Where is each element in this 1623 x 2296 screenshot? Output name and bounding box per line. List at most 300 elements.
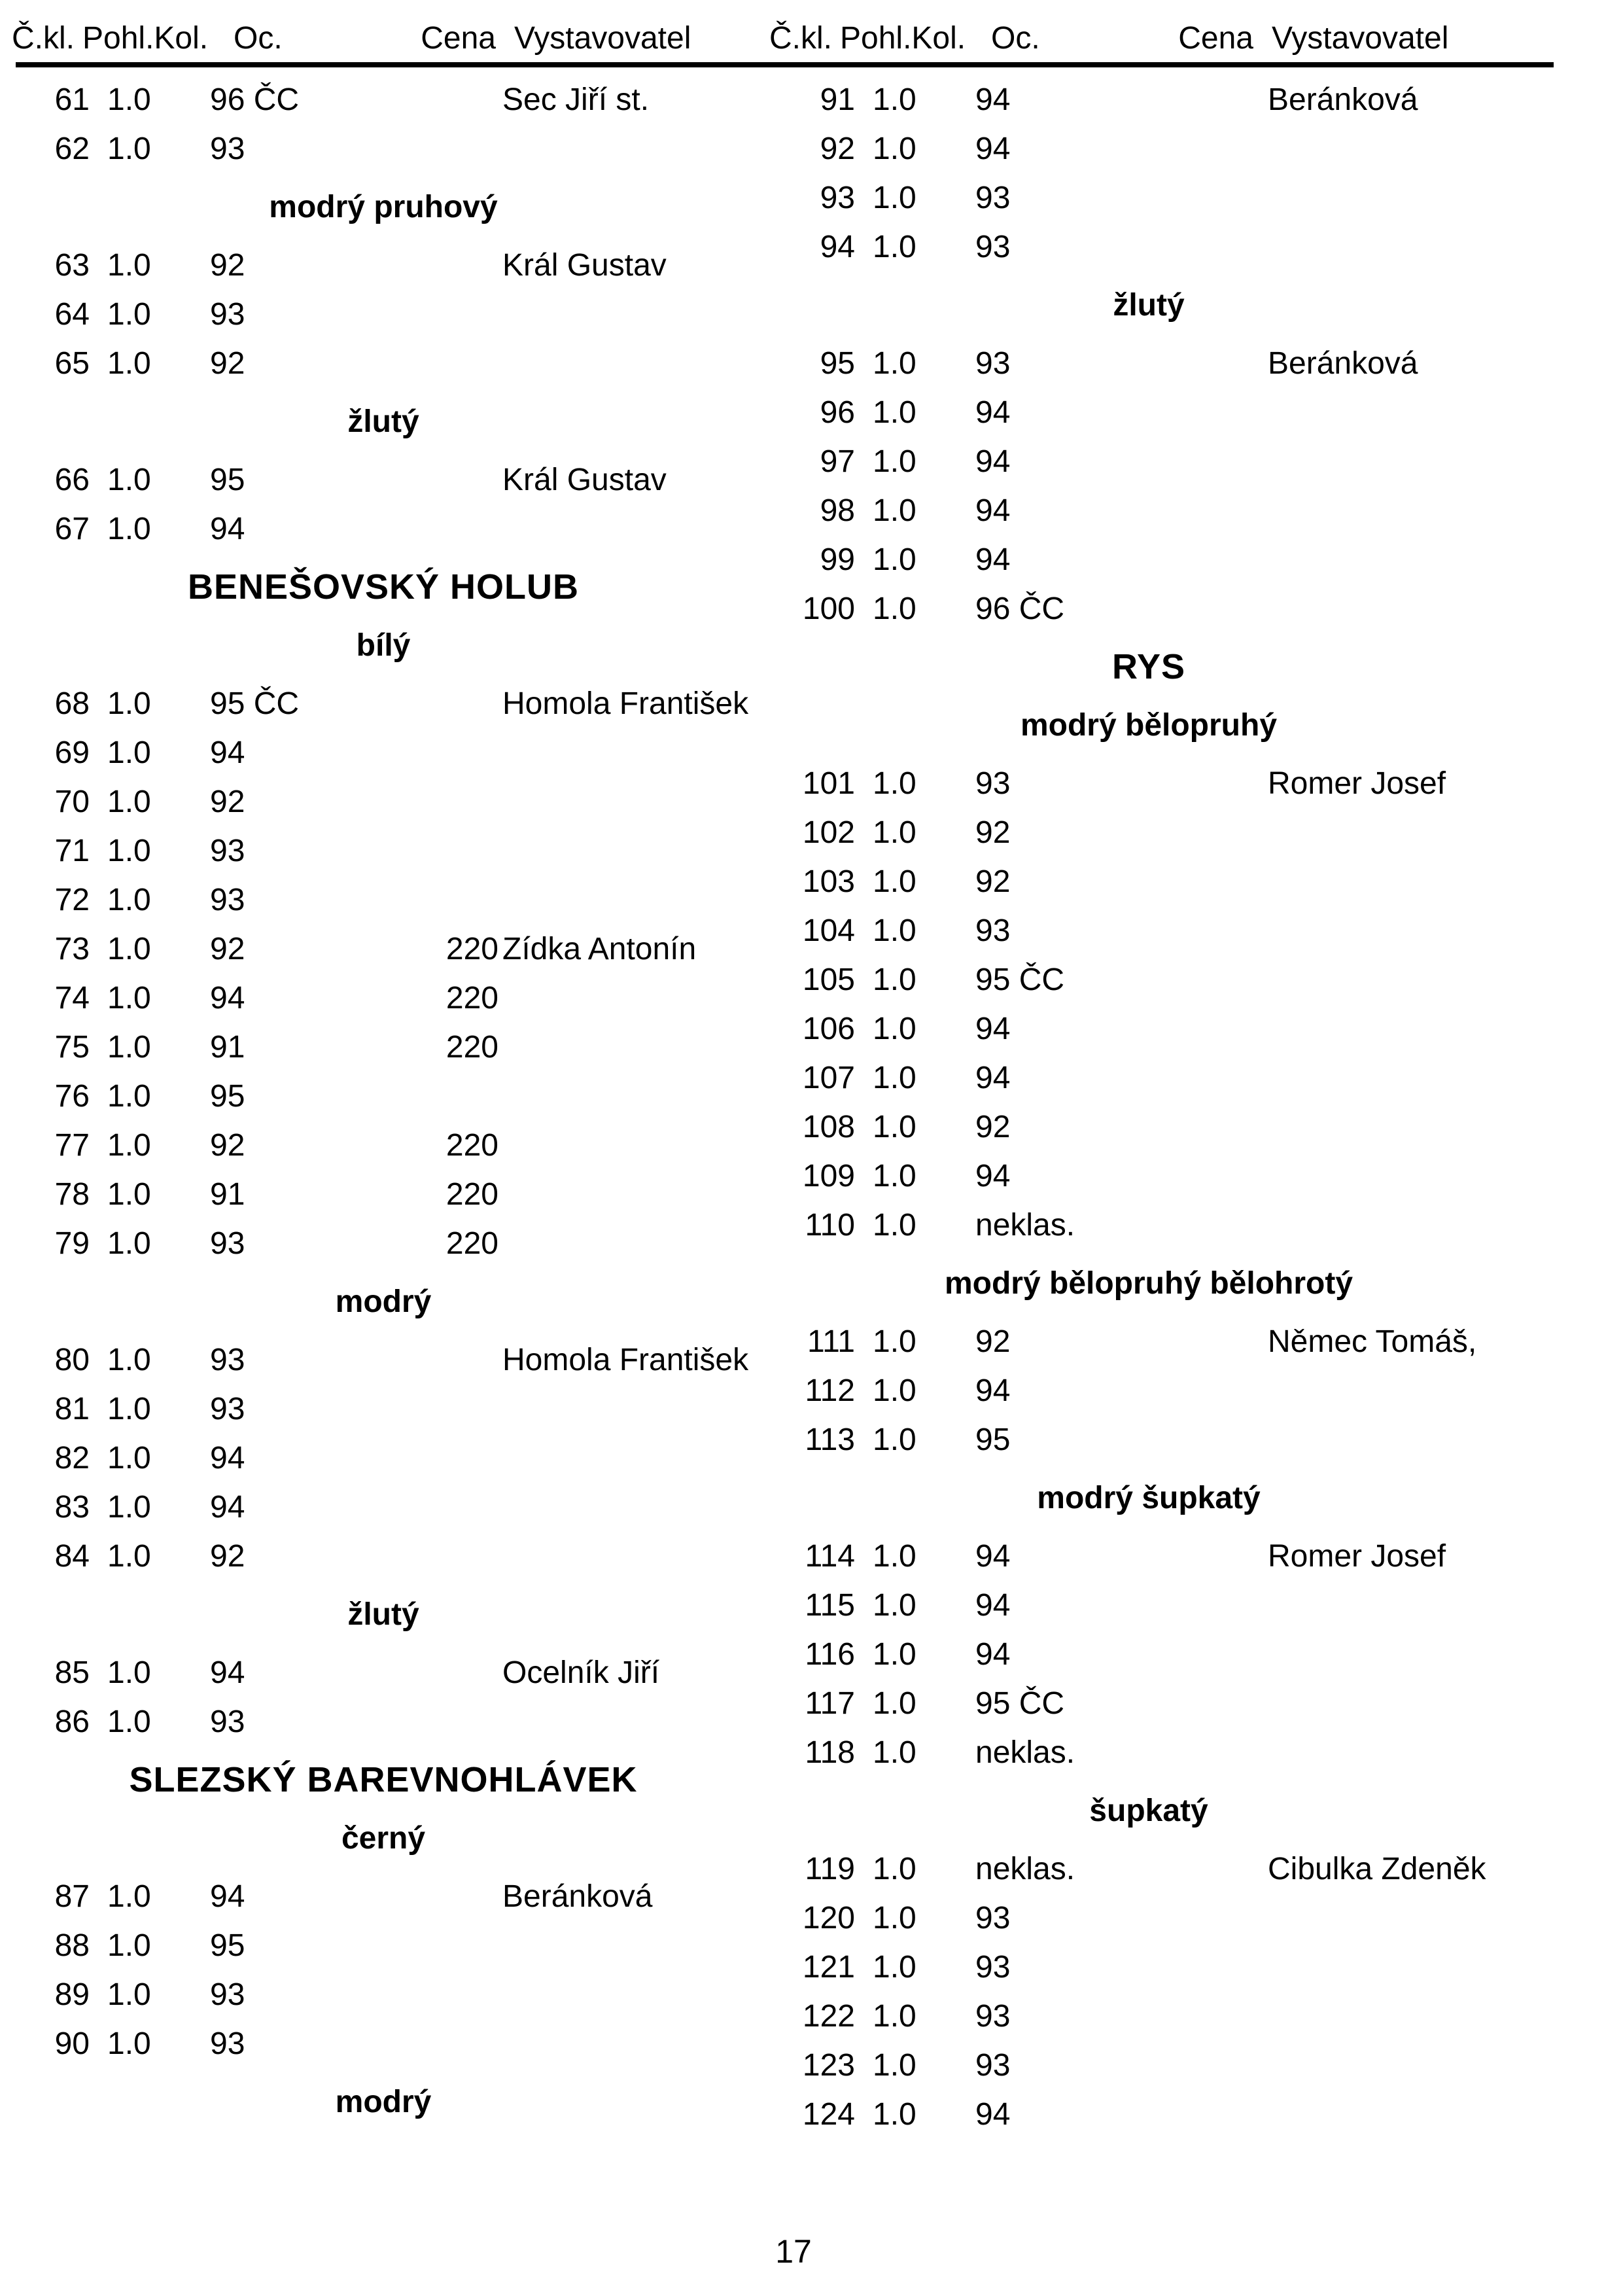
award-value: 92	[210, 1128, 245, 1163]
cage-number: 81	[54, 1392, 90, 1426]
header-rule	[16, 62, 1554, 67]
table-row	[0, 1532, 767, 1581]
cage-number: 123	[802, 2048, 855, 2083]
exhibitor-name: Němec Tomáš,	[1268, 1324, 1477, 1359]
sex-value: 1.0	[107, 1128, 151, 1163]
table-row	[765, 535, 1532, 584]
exhibitor-name: Cibulka Zdeněk	[1268, 1852, 1486, 1886]
cage-number: 63	[54, 248, 90, 283]
cage-number: 68	[54, 686, 90, 721]
sex-value: 1.0	[873, 1901, 916, 1935]
award-value: 94	[210, 981, 245, 1016]
cage-number: 109	[802, 1159, 855, 1193]
table-row	[765, 1152, 1532, 1201]
cage-number: 82	[54, 1441, 90, 1475]
column-header-sex: Pohl.Kol.	[82, 21, 209, 56]
cage-number: 108	[802, 1110, 855, 1144]
cage-number: 83	[54, 1490, 90, 1525]
color-heading: modrý	[335, 2085, 432, 2119]
sex-value: 1.0	[873, 963, 916, 997]
breed-heading: SLEZSKÝ BAREVNOHLÁVEK	[129, 1760, 638, 1799]
price-value: 220	[445, 981, 498, 1016]
exhibitor-name: Beránková	[502, 1879, 653, 1914]
award-value: 94	[975, 1159, 1011, 1193]
sex-value: 1.0	[107, 1079, 151, 1114]
column-header-sex: Pohl.Kol.	[840, 21, 966, 56]
award-value: 93	[975, 2048, 1011, 2083]
award-value: neklas.	[975, 1208, 1075, 1243]
award-value: 95	[210, 1928, 245, 1963]
sex-value: 1.0	[873, 1012, 916, 1046]
exhibitor-name: Sec Jiří st.	[502, 82, 650, 117]
award-value: 95 ČC	[975, 1686, 1065, 1721]
cage-number: 71	[54, 834, 90, 868]
table-row	[0, 875, 767, 925]
cage-number: 111	[807, 1324, 855, 1359]
cage-number: 117	[805, 1686, 855, 1721]
cage-number: 77	[54, 1128, 90, 1163]
breed-heading: RYS	[1111, 647, 1186, 686]
breed-heading: BENEŠOVSKÝ HOLUB	[187, 567, 580, 607]
sex-value: 1.0	[107, 1704, 151, 1739]
award-value: 94	[975, 132, 1011, 166]
cage-number: 96	[820, 395, 855, 430]
sex-value: 1.0	[873, 1373, 916, 1408]
sex-value: 1.0	[107, 512, 151, 546]
column-header-exhibitor: Vystavovatel	[514, 21, 691, 56]
award-value: 92	[975, 1324, 1011, 1359]
color-heading: modrý pruhový	[269, 190, 498, 224]
exhibitor-name: Beránková	[1268, 82, 1418, 117]
exhibitor-name: Romer Josef	[1268, 766, 1446, 801]
sex-value: 1.0	[873, 1422, 916, 1457]
award-value: 94	[975, 82, 1011, 117]
table-row	[765, 2090, 1532, 2139]
table-row	[765, 1103, 1532, 1152]
sex-value: 1.0	[873, 1637, 916, 1672]
cage-number: 86	[54, 1704, 90, 1739]
award-value: neklas.	[975, 1735, 1075, 1770]
award-value: 94	[975, 1012, 1011, 1046]
exhibitor-name: Beránková	[1268, 346, 1418, 381]
column-header-award: Oc.	[991, 21, 1040, 56]
award-value: 92	[210, 346, 245, 381]
table-row	[0, 1434, 767, 1483]
award-value: 94	[210, 1879, 245, 1914]
cage-number: 113	[805, 1422, 855, 1457]
award-value: 93	[975, 1950, 1011, 1985]
award-value: 94	[210, 1441, 245, 1475]
table-row	[0, 925, 767, 974]
sex-value: 1.0	[107, 1030, 151, 1065]
cage-number: 70	[54, 785, 90, 819]
award-value: 96 ČC	[210, 82, 300, 117]
award-value: 94	[975, 395, 1011, 430]
cage-number: 107	[802, 1061, 855, 1095]
cage-number: 99	[820, 542, 855, 577]
column-header-price: Cena	[1178, 21, 1253, 56]
table-row	[0, 455, 767, 504]
award-value: 94	[210, 735, 245, 770]
sex-value: 1.0	[873, 1735, 916, 1770]
price-value: 220	[445, 1177, 498, 1212]
sex-value: 1.0	[873, 1539, 916, 1574]
sex-value: 1.0	[873, 132, 916, 166]
sex-value: 1.0	[873, 1999, 916, 2034]
award-value: 93	[210, 2026, 245, 2061]
table-row	[0, 1921, 767, 1970]
color-heading: žlutý	[347, 1597, 419, 1632]
cage-number: 84	[54, 1539, 90, 1574]
sex-value: 1.0	[107, 981, 151, 1016]
table-row	[0, 728, 767, 777]
cage-number: 94	[820, 230, 855, 264]
column-header-price: Cena	[421, 21, 496, 56]
cage-number: 122	[802, 1999, 855, 2034]
sex-value: 1.0	[873, 395, 916, 430]
color-heading: černý	[341, 1821, 426, 1856]
color-heading: modrý	[335, 1284, 432, 1319]
award-value: 94	[975, 1061, 1011, 1095]
award-value: 91	[210, 1177, 245, 1212]
cage-number: 104	[802, 913, 855, 948]
table-row	[765, 1201, 1532, 1250]
cage-number: 73	[54, 932, 90, 966]
table-row	[765, 222, 1532, 272]
cage-number: 100	[802, 592, 855, 626]
award-value: 94	[975, 1588, 1011, 1623]
table-row	[765, 1630, 1532, 1679]
sex-value: 1.0	[873, 2048, 916, 2083]
table-row	[765, 1894, 1532, 1943]
award-value: 94	[975, 1637, 1011, 1672]
table-row	[0, 777, 767, 826]
table-row	[0, 504, 767, 554]
sex-value: 1.0	[873, 82, 916, 117]
cage-number: 74	[54, 981, 90, 1016]
column-header-exhibitor: Vystavovatel	[1272, 21, 1449, 56]
award-value: 92	[210, 1539, 245, 1574]
cage-number: 64	[54, 297, 90, 332]
award-value: 92	[975, 1110, 1011, 1144]
sex-value: 1.0	[107, 2026, 151, 2061]
table-row	[765, 584, 1532, 633]
award-value: 95 ČC	[210, 686, 300, 721]
table-row	[765, 2041, 1532, 2090]
exhibitor-name: Homola František	[502, 1343, 749, 1377]
award-value: 94	[975, 542, 1011, 577]
cage-number: 78	[54, 1177, 90, 1212]
sex-value: 1.0	[107, 834, 151, 868]
award-value: 95	[210, 1079, 245, 1114]
cage-number: 112	[805, 1373, 855, 1408]
sex-value: 1.0	[873, 592, 916, 626]
sex-value: 1.0	[873, 346, 916, 381]
sex-value: 1.0	[107, 1879, 151, 1914]
exhibitor-name: Homola František	[502, 686, 749, 721]
sex-value: 1.0	[873, 493, 916, 528]
cage-number: 61	[54, 82, 90, 117]
award-value: neklas.	[975, 1852, 1075, 1886]
sex-value: 1.0	[107, 132, 151, 166]
award-value: 93	[210, 883, 245, 917]
table-row	[765, 759, 1532, 808]
award-value: 95	[975, 1422, 1011, 1457]
exhibitor-name: Ocelník Jiří	[502, 1655, 660, 1690]
sex-value: 1.0	[873, 542, 916, 577]
cage-number: 85	[54, 1655, 90, 1690]
table-row	[765, 1415, 1532, 1464]
sex-value: 1.0	[107, 1928, 151, 1963]
table-row	[0, 1483, 767, 1532]
cage-number: 89	[54, 1977, 90, 2012]
award-value: 93	[975, 1901, 1011, 1935]
catalog-column-right	[765, 75, 1532, 2139]
sex-value: 1.0	[107, 1490, 151, 1525]
award-value: 93	[975, 181, 1011, 215]
price-value: 220	[445, 932, 498, 966]
color-heading: modrý bělopruhý bělohrotý	[944, 1266, 1353, 1301]
table-row	[0, 826, 767, 875]
exhibitor-name: Král Gustav	[502, 248, 667, 283]
table-row	[765, 1992, 1532, 2041]
award-value: 94	[210, 1490, 245, 1525]
cage-number: 79	[54, 1226, 90, 1261]
sex-value: 1.0	[107, 735, 151, 770]
cage-number: 101	[802, 766, 855, 801]
award-value: 95	[210, 463, 245, 497]
sex-value: 1.0	[873, 1950, 916, 1985]
table-row	[0, 1170, 767, 1219]
cage-number: 65	[54, 346, 90, 381]
award-value: 94	[975, 493, 1011, 528]
table-row	[765, 1943, 1532, 1992]
cage-number: 72	[54, 883, 90, 917]
sex-value: 1.0	[107, 883, 151, 917]
award-value: 95 ČC	[975, 963, 1065, 997]
sex-value: 1.0	[873, 1159, 916, 1193]
sex-value: 1.0	[873, 1686, 916, 1721]
sex-value: 1.0	[107, 932, 151, 966]
table-row	[0, 2019, 767, 2068]
cage-number: 110	[805, 1208, 855, 1243]
table-row	[765, 1317, 1532, 1366]
award-value: 94	[210, 512, 245, 546]
award-value: 93	[210, 132, 245, 166]
table-row	[0, 1072, 767, 1121]
cage-number: 114	[805, 1539, 855, 1574]
sex-value: 1.0	[107, 686, 151, 721]
table-row	[765, 1004, 1532, 1053]
cage-number: 87	[54, 1879, 90, 1914]
cage-number: 106	[802, 1012, 855, 1046]
award-value: 94	[975, 1539, 1011, 1574]
table-row	[765, 75, 1532, 124]
sex-value: 1.0	[107, 1177, 151, 1212]
cage-number: 120	[802, 1901, 855, 1935]
table-row	[765, 857, 1532, 906]
award-value: 92	[210, 932, 245, 966]
award-value: 93	[210, 1977, 245, 2012]
award-value: 94	[210, 1655, 245, 1690]
color-heading: žlutý	[1113, 288, 1185, 323]
cage-number: 66	[54, 463, 90, 497]
table-row	[765, 808, 1532, 857]
table-row	[0, 339, 767, 388]
table-row	[0, 1872, 767, 1921]
award-value: 93	[210, 834, 245, 868]
award-value: 93	[975, 346, 1011, 381]
award-value: 93	[975, 913, 1011, 948]
award-value: 93	[975, 230, 1011, 264]
table-row	[0, 75, 767, 124]
column-header-award: Oc.	[234, 21, 283, 56]
sex-value: 1.0	[107, 297, 151, 332]
sex-value: 1.0	[107, 1977, 151, 2012]
cage-number: 97	[820, 444, 855, 479]
table-row	[0, 124, 767, 173]
cage-number: 92	[820, 132, 855, 166]
sex-value: 1.0	[107, 1343, 151, 1377]
cage-number: 118	[805, 1735, 855, 1770]
sex-value: 1.0	[107, 785, 151, 819]
sex-value: 1.0	[107, 1441, 151, 1475]
sex-value: 1.0	[873, 815, 916, 850]
table-row	[0, 679, 767, 728]
table-row	[765, 388, 1532, 437]
price-value: 220	[445, 1226, 498, 1261]
sex-value: 1.0	[873, 1324, 916, 1359]
sex-value: 1.0	[107, 248, 151, 283]
award-value: 91	[210, 1030, 245, 1065]
exhibitor-name: Romer Josef	[1268, 1539, 1446, 1574]
award-value: 96 ČC	[975, 592, 1065, 626]
table-row	[765, 1845, 1532, 1894]
award-value: 92	[210, 785, 245, 819]
column-header-cage: Č.kl.	[769, 21, 832, 56]
table-row	[0, 241, 767, 290]
table-row	[765, 955, 1532, 1004]
cage-number: 62	[54, 132, 90, 166]
award-value: 93	[210, 1704, 245, 1739]
award-value: 93	[975, 766, 1011, 801]
cage-number: 121	[802, 1950, 855, 1985]
table-row	[765, 906, 1532, 955]
award-value: 93	[210, 1226, 245, 1261]
cage-number: 119	[805, 1852, 855, 1886]
cage-number: 93	[820, 181, 855, 215]
table-row	[765, 1532, 1532, 1581]
color-heading: žlutý	[347, 404, 419, 439]
sex-value: 1.0	[107, 1539, 151, 1574]
table-row	[0, 974, 767, 1023]
cage-number: 88	[54, 1928, 90, 1963]
cage-number: 69	[54, 735, 90, 770]
award-value: 92	[975, 815, 1011, 850]
sex-value: 1.0	[873, 1061, 916, 1095]
sex-value: 1.0	[873, 1208, 916, 1243]
sex-value: 1.0	[873, 230, 916, 264]
award-value: 94	[975, 2097, 1011, 2132]
cage-number: 115	[805, 1588, 855, 1623]
table-row	[0, 1121, 767, 1170]
sex-value: 1.0	[107, 1655, 151, 1690]
sex-value: 1.0	[873, 2097, 916, 2132]
table-row	[765, 1053, 1532, 1103]
table-row	[0, 1023, 767, 1072]
sex-value: 1.0	[107, 463, 151, 497]
cage-number: 76	[54, 1079, 90, 1114]
color-heading: modrý šupkatý	[1037, 1481, 1261, 1515]
catalog-column-left	[0, 75, 767, 2136]
sex-value: 1.0	[873, 1110, 916, 1144]
table-row	[0, 1648, 767, 1697]
color-heading: šupkatý	[1089, 1793, 1208, 1828]
cage-number: 95	[820, 346, 855, 381]
award-value: 92	[975, 864, 1011, 899]
cage-number: 91	[820, 82, 855, 117]
price-value: 220	[445, 1030, 498, 1065]
award-value: 94	[975, 444, 1011, 479]
award-value: 93	[210, 297, 245, 332]
table-row	[765, 339, 1532, 388]
cage-number: 124	[802, 2097, 855, 2132]
table-row	[0, 290, 767, 339]
cage-number: 98	[820, 493, 855, 528]
page-number: 17	[775, 2233, 812, 2270]
cage-number: 80	[54, 1343, 90, 1377]
sex-value: 1.0	[107, 1226, 151, 1261]
table-row	[765, 173, 1532, 222]
table-row	[765, 1728, 1532, 1777]
award-value: 93	[210, 1392, 245, 1426]
sex-value: 1.0	[107, 346, 151, 381]
color-heading: bílý	[356, 628, 411, 663]
color-heading: modrý bělopruhý	[1020, 708, 1278, 743]
table-row	[0, 1970, 767, 2019]
sex-value: 1.0	[873, 444, 916, 479]
award-value: 94	[975, 1373, 1011, 1408]
sex-value: 1.0	[107, 1392, 151, 1426]
table-row	[765, 486, 1532, 535]
table-row	[0, 1335, 767, 1385]
table-row	[0, 1697, 767, 1746]
price-value: 220	[445, 1128, 498, 1163]
table-row	[765, 437, 1532, 486]
cage-number: 75	[54, 1030, 90, 1065]
table-row	[765, 1581, 1532, 1630]
table-row	[765, 1679, 1532, 1728]
exhibitor-name: Zídka Antonín	[502, 932, 697, 966]
table-row	[765, 124, 1532, 173]
cage-number: 103	[802, 864, 855, 899]
sex-value: 1.0	[873, 1852, 916, 1886]
award-value: 93	[210, 1343, 245, 1377]
table-row	[765, 1366, 1532, 1415]
cage-number: 116	[805, 1637, 855, 1672]
sex-value: 1.0	[873, 766, 916, 801]
sex-value: 1.0	[873, 1588, 916, 1623]
sex-value: 1.0	[873, 864, 916, 899]
award-value: 92	[210, 248, 245, 283]
column-header-cage: Č.kl.	[12, 21, 75, 56]
cage-number: 105	[802, 963, 855, 997]
table-row	[0, 1385, 767, 1434]
cage-number: 90	[54, 2026, 90, 2061]
sex-value: 1.0	[873, 913, 916, 948]
award-value: 93	[975, 1999, 1011, 2034]
table-row	[0, 1219, 767, 1268]
